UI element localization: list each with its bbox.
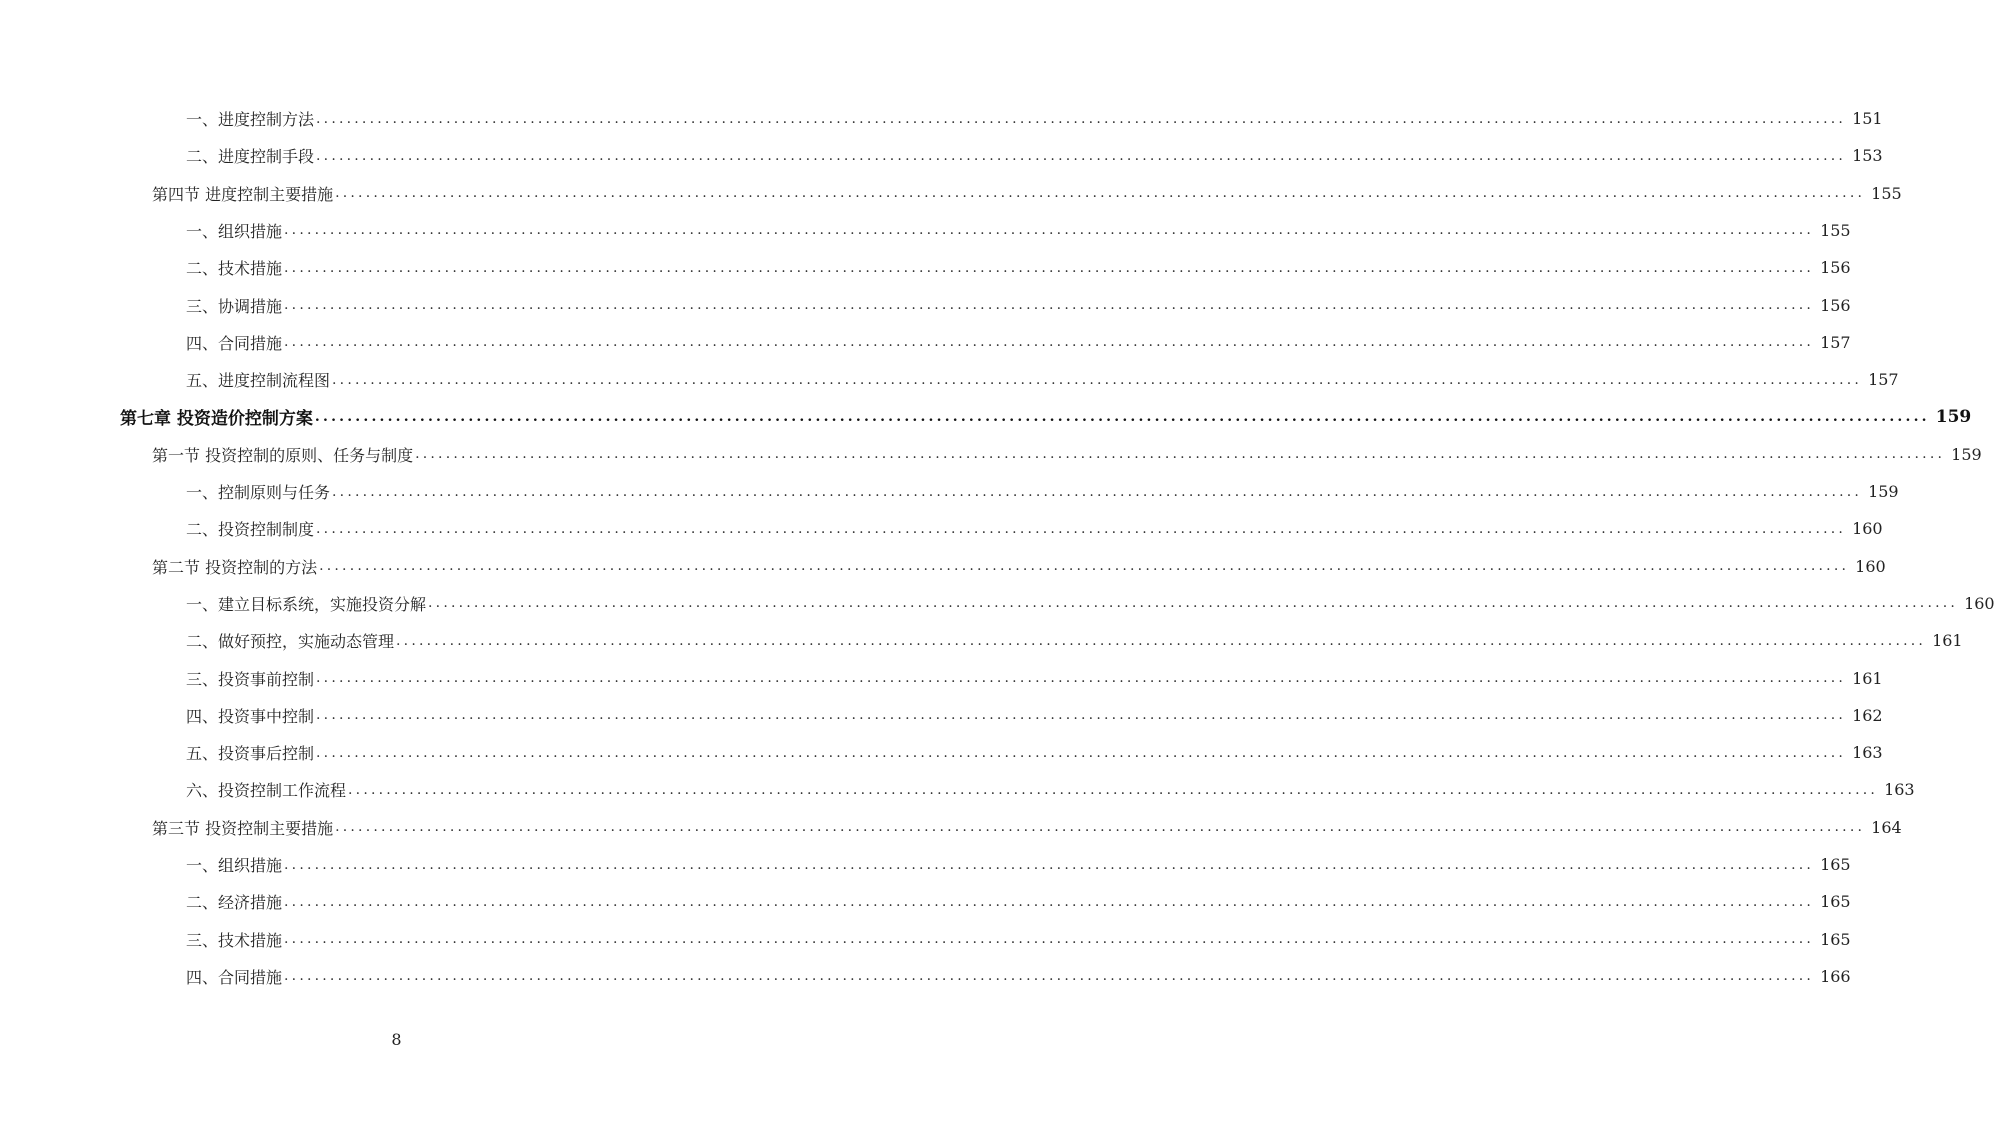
toc-entry-title: 一、进度控制方法 [186, 110, 315, 129]
toc-entry[interactable] [152, 548, 1886, 585]
toc-entry[interactable] [186, 324, 1851, 361]
toc-dot-leader: ........................................................................................................................................................................................................ [332, 483, 1863, 500]
toc-dot-leader: ........................................................................................................................................................................................................ [415, 446, 1946, 463]
toc-entry-title: 第三节 投资控制主要措施 [152, 818, 334, 838]
toc-entry-page: 157 [1868, 370, 1899, 390]
toc-entry-page: 159 [1951, 444, 1982, 464]
toc-entry[interactable] [186, 361, 1899, 398]
toc-entry[interactable] [186, 660, 1883, 697]
toc-entry-page: 153 [1852, 146, 1883, 166]
toc-entry-page: 160 [1964, 593, 1995, 613]
toc-entry-page: 160 [1852, 519, 1883, 539]
toc-entry[interactable] [152, 175, 1902, 212]
toc-entry[interactable] [186, 622, 1963, 659]
toc-entry-title: 四、投资事中控制 [186, 706, 315, 726]
toc-dot-leader: ........................................................................................................................................................................................................ [284, 259, 1815, 276]
toc-entry-title: 三、投资事前控制 [186, 669, 315, 689]
toc-entry[interactable] [186, 846, 1851, 883]
toc-entry-title: 第七章 投资造价控制方案 [120, 409, 313, 430]
toc-entry[interactable] [186, 585, 1995, 622]
toc-dot-leader: ........................................................................................................................................................................................................ [284, 334, 1815, 351]
toc-entry-title: 第四节 进度控制主要措施 [152, 184, 334, 204]
toc-dot-leader: ........................................................................................................................................................................................................ [284, 856, 1815, 873]
toc-entry-page: 164 [1871, 817, 1902, 837]
toc-entry-title: 三、技术措施 [186, 930, 283, 950]
toc-entry[interactable] [152, 436, 1982, 473]
toc-entry[interactable] [186, 697, 1883, 734]
toc-entry-title: 四、合同措施 [186, 333, 283, 353]
toc-dot-leader: ........................................................................................................................................................................................................ [284, 297, 1815, 313]
toc-entry-page: 156 [1820, 258, 1851, 278]
toc-entry-page: 155 [1820, 220, 1851, 240]
toc-entry-title: 三、协调措施 [186, 296, 283, 316]
toc-dot-leader: ........................................................................................................................................................................................................ [284, 222, 1815, 239]
toc-entry[interactable] [186, 100, 1883, 137]
toc-entry[interactable] [186, 510, 1883, 547]
toc-entry-title: 四、合同措施 [186, 967, 283, 987]
toc-dot-leader: ........................................................................................................................................................................................................ [316, 707, 1847, 724]
toc-entry-title: 一、组织措施 [186, 856, 283, 875]
toc-entry-title: 二、经济措施 [186, 893, 283, 913]
toc-entry-page: 159 [1935, 406, 1972, 427]
toc-dot-leader: ........................................................................................................................................................................................................ [332, 371, 1863, 388]
toc-entry[interactable] [186, 921, 1851, 958]
toc-entry-title: 五、进度控制流程图 [186, 371, 331, 391]
toc-entry[interactable] [186, 212, 1851, 249]
toc-entry-page: 165 [1820, 855, 1851, 874]
toc-dot-leader: ........................................................................................................................................................................................................ [335, 819, 1866, 836]
toc-dot-leader: ........................................................................................................................................................................................................ [335, 185, 1866, 202]
toc-dot-leader: ........................................................................................................................................................................................................ [319, 558, 1850, 575]
toc-dot-leader: ........................................................................................................................................................................................................ [316, 147, 1847, 164]
toc-entry-title: 第一节 投资控制的原则、任务与制度 [152, 445, 414, 465]
toc-entry[interactable] [186, 473, 1899, 510]
toc-dot-leader: ........................................................................................................................................................................................................ [284, 893, 1815, 910]
toc-entry[interactable] [186, 287, 1851, 324]
toc-entry-title: 五、投资事后控制 [186, 744, 315, 764]
toc-entry-page: 161 [1852, 668, 1883, 688]
toc-entry-page: 159 [1868, 482, 1899, 501]
toc-dot-leader: ........................................................................................................................................................................................................ [396, 632, 1927, 649]
toc-dot-leader: ........................................................................................................................................................................................................ [284, 968, 1815, 985]
toc-entry-title: 二、进度控制手段 [186, 147, 315, 167]
toc-entry-page: 161 [1932, 631, 1963, 651]
toc-entry[interactable] [186, 958, 1851, 995]
toc-entry-page: 156 [1820, 295, 1851, 315]
toc-entry-page: 165 [1820, 892, 1851, 912]
toc-entry-page: 155 [1871, 183, 1902, 203]
toc-entry-page: 162 [1852, 705, 1883, 725]
toc-entry-page: 157 [1820, 332, 1851, 352]
toc-entry[interactable] [186, 883, 1851, 920]
toc-entry-page: 163 [1884, 780, 1915, 800]
toc-dot-leader: ........................................................................................................................................................................................................ [348, 781, 1879, 798]
toc-entry-title: 二、技术措施 [186, 259, 283, 279]
toc-dot-leader: ........................................................................................................................................................................................................ [284, 931, 1815, 948]
toc-entry[interactable] [152, 809, 1902, 846]
toc-dot-leader: ........................................................................................................................................................................................................ [314, 408, 1930, 425]
toc-entry-title: 二、投资控制制度 [186, 520, 315, 540]
toc-entry-title: 六、投资控制工作流程 [186, 781, 347, 801]
page-number: 8 [391, 1030, 402, 1049]
toc-entry-title: 第二节 投资控制的方法 [152, 557, 318, 577]
toc-entry-page: 163 [1852, 743, 1883, 763]
toc-entry-title: 二、做好预控，实施动态管理 [186, 632, 395, 652]
toc-entry-page: 160 [1855, 556, 1886, 576]
toc-entry[interactable] [186, 734, 1883, 771]
toc-entry[interactable] [186, 249, 1851, 286]
toc-entry[interactable] [186, 137, 1883, 174]
toc-entry-page: 151 [1852, 109, 1883, 128]
toc-dot-leader: ........................................................................................................................................................................................................ [316, 744, 1847, 761]
toc-dot-leader: ........................................................................................................................................................................................................ [428, 595, 1959, 612]
toc-entry-title: 一、控制原则与任务 [186, 483, 331, 502]
toc-entry[interactable] [186, 771, 1915, 808]
toc-entry-page: 166 [1820, 966, 1851, 986]
toc-entry[interactable] [120, 398, 1972, 435]
toc-dot-leader: ........................................................................................................................................................................................................ [316, 520, 1847, 537]
toc-dot-leader: ........................................................................................................................................................................................................ [316, 110, 1847, 127]
toc-entry-title: 一、组织措施 [186, 221, 283, 241]
toc-entry-page: 165 [1820, 929, 1851, 949]
toc-entry-title: 一、建立目标系统，实施投资分解 [186, 594, 427, 614]
toc-dot-leader: ........................................................................................................................................................................................................ [316, 670, 1847, 686]
